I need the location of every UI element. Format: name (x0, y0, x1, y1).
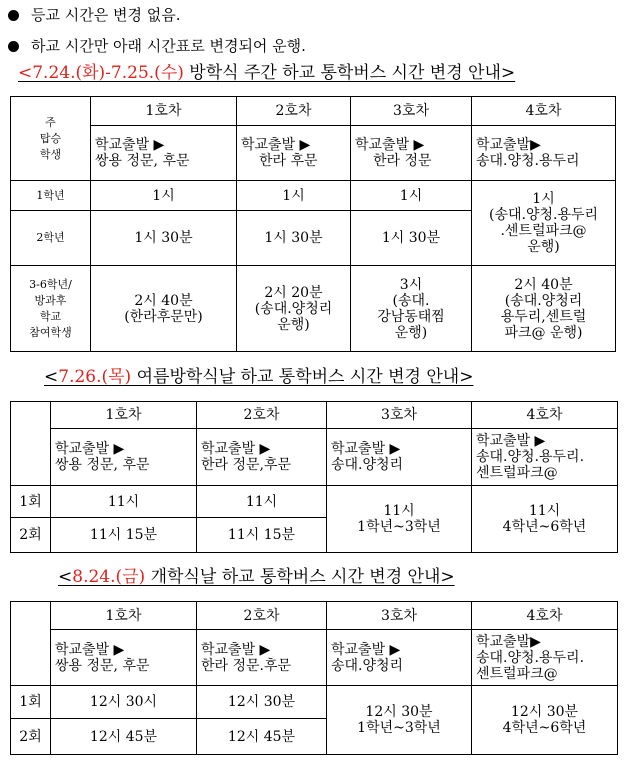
grade-1-label: 1학년 (11, 181, 91, 211)
t3-round-1-bus-1: 12시 30시 (51, 686, 197, 719)
t3-round-2-bus-1: 12시 45분 (51, 719, 197, 755)
section2-title-date: 7.26.(목) (58, 367, 132, 387)
grade-1-2-bus-4-time: 1시 (송대.양청.용두리 .센트럴파크@ 운행) (472, 181, 616, 266)
bullet-icon (8, 41, 19, 52)
bus-3-route: 학교출발 ▶ 한라 정문 (351, 126, 472, 181)
grade-1-bus-2-time: 1시 (237, 181, 351, 211)
grade-3-6-bus-1-time: 2시 40분 (한라후문만) (91, 266, 237, 352)
bullet-icon (8, 10, 19, 21)
t3-round-2-label: 2회 (11, 719, 51, 755)
t3-bus-4-header: 4호차 (472, 602, 618, 630)
grade-3-6-bus-3-time: 3시 (송대. 강남동태찜 운행) (351, 266, 472, 352)
t2-bus-3-time: 11시 1학년~3학년 (327, 486, 472, 553)
t2-bus-4-time: 11시 4학년~6학년 (472, 486, 618, 553)
t2-round-2-bus-1: 11시 15분 (51, 518, 197, 553)
grade-2-bus-3-time: 1시 30분 (351, 211, 472, 266)
bus-1-route: 학교출발 ▶ 쌍용 정문, 후문 (91, 126, 237, 181)
t2-round-1-label: 1회 (11, 486, 51, 518)
t3-bus-3-route: 학교출발 ▶ 송대.양청리 (327, 630, 472, 686)
grade-1-bus-3-time: 1시 (351, 181, 472, 211)
bus-3-header: 3호차 (351, 97, 472, 126)
t2-bus-1-route: 학교출발 ▶ 쌍용 정문, 후문 (51, 429, 197, 486)
section2-title-text: 여름방학식날 하교 통학버스 시간 변경 안내> (131, 367, 474, 387)
t2-round-2-bus-2: 11시 15분 (197, 518, 327, 553)
schedule-table-1 (10, 96, 616, 352)
t3-bus-2-header: 2호차 (197, 602, 327, 630)
schedule-table-2 (10, 401, 618, 553)
t2-bus-4-route: 학교출발 ▶ 송대.양청.용두리. 센트럴파크@ (472, 429, 618, 486)
section3-title-date: 8.24.(금) (72, 567, 146, 587)
t2-bus-3-route: 학교출발 ▶ 송대.양청리 (327, 429, 472, 486)
grade-3-6-bus-2-time: 2시 20분 (송대.양청리 운행) (237, 266, 351, 352)
t3-bus-1-header: 1호차 (51, 602, 197, 630)
t3-round-1-bus-2: 12시 30분 (197, 686, 327, 719)
section1-title (18, 62, 515, 84)
t3-round-1-label: 1회 (11, 686, 51, 719)
corner-header: 주 탑승 학생 (11, 97, 91, 181)
grade-2-bus-2-time: 1시 30분 (237, 211, 351, 266)
t2-round-1-bus-2: 11시 (197, 486, 327, 518)
section1-title-date: <7.24.(화)-7.25.(수) (18, 63, 184, 83)
notice-line-2: 하교 시간만 아래 시간표로 변경되어 운행. (8, 36, 306, 56)
bus-1-header: 1호차 (91, 97, 237, 126)
t2-bus-2-route: 학교출발 ▶ 한라 정문,후문 (197, 429, 327, 486)
notice-line-1: 등교 시간은 변경 없음. (8, 5, 180, 25)
t3-bus-4-route: 학교출발▶ 송대.양청.용두리. 센트럴파크@ (472, 630, 618, 686)
section3-title-text: 개학식날 하교 통학버스 시간 변경 안내> (145, 567, 455, 587)
t3-round-2-bus-2: 12시 45분 (197, 719, 327, 755)
table2-corner (11, 402, 51, 486)
section1-title-text: 방학식 주간 하교 통학버스 시간 변경 안내> (183, 63, 516, 83)
section2-title: <7.26.(목) 여름방학식날 하교 통학버스 시간 변경 안내> (44, 367, 474, 387)
grade-2-label: 2학년 (11, 211, 91, 266)
t2-bus-1-header: 1호차 (51, 402, 197, 429)
section3-title: <8.24.(금) 개학식날 하교 통학버스 시간 변경 안내> (58, 567, 455, 587)
bus-4-route: 학교출발▶ 송대.양청.용두리 (472, 126, 616, 181)
bus-4-header: 4호차 (472, 97, 616, 126)
t2-bus-4-header: 4호차 (472, 402, 618, 429)
bus-2-header: 2호차 (237, 97, 351, 126)
table3-corner (11, 602, 51, 686)
t3-bus-4-time: 12시 30분 4학년~6학년 (472, 686, 618, 755)
t3-bus-3-header: 3호차 (327, 602, 472, 630)
t2-round-1-bus-1: 11시 (51, 486, 197, 518)
grade-3-6-bus-4-time: 2시 40분 (송대.양청리 용두리,센트럴 파크@ 운행) (472, 266, 616, 352)
grade-1-bus-1-time: 1시 (91, 181, 237, 211)
t3-bus-2-route: 학교출발 ▶ 한라 정문.후문 (197, 630, 327, 686)
grade-3-6-label: 3-6학년/ 방과후 학교 참여학생 (11, 266, 91, 352)
grade-2-bus-1-time: 1시 30분 (91, 211, 237, 266)
t2-bus-3-header: 3호차 (327, 402, 472, 429)
bus-2-route: 학교출발 ▶ 한라 후문 (237, 126, 351, 181)
t2-bus-2-header: 2호차 (197, 402, 327, 429)
t3-bus-1-route: 학교출발 ▶ 쌍용 정문, 후문 (51, 630, 197, 686)
schedule-table-3 (10, 601, 618, 755)
t3-bus-3-time: 12시 30분 1학년~3학년 (327, 686, 472, 755)
t2-round-2-label: 2회 (11, 518, 51, 553)
